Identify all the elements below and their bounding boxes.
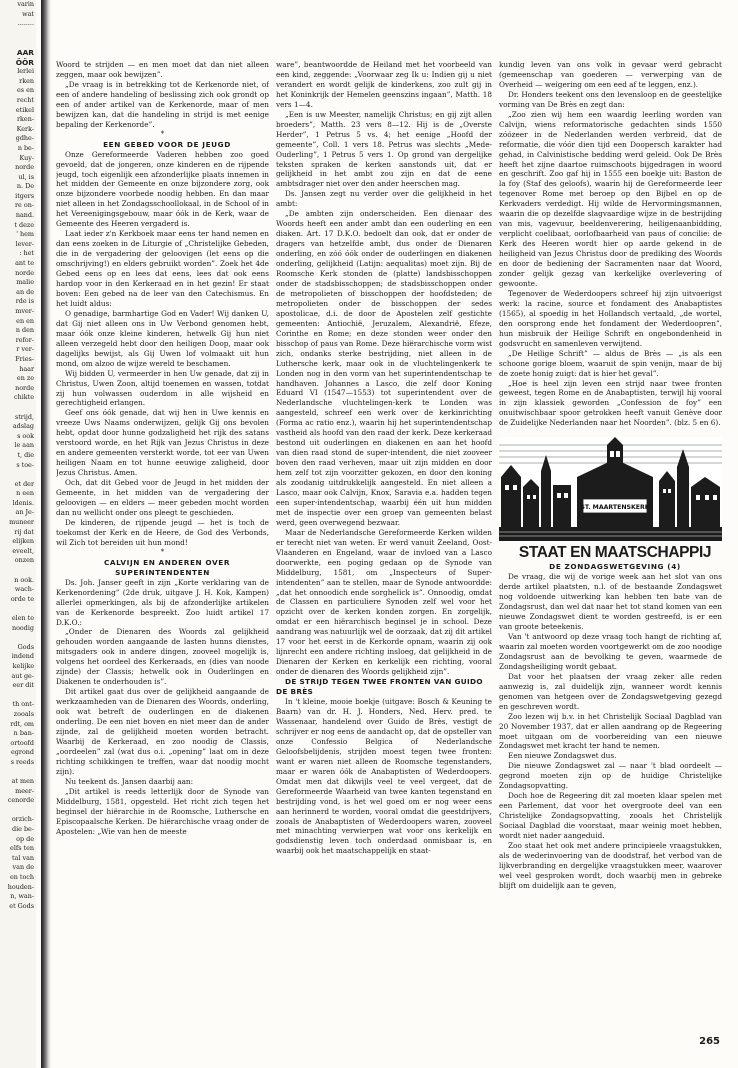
paragraph: Tegenover de Wederdoopers schreef hij zijn uitvoerigst werk: la racine, source et fondament des Anabaptistes (1565), al spoedig in het Hollandsch vertaald, „de wortel, den oorsprong ende het fondament der Wederdoopren”, hun misbruik der Heilige Schrift en ongebondenheid in godsvrucht en samenleven verwijtend. bbox=[499, 288, 722, 348]
margin-fragment: orde te bbox=[10, 594, 34, 603]
margin-fragment: etikel bbox=[15, 105, 34, 114]
margin-fragment: orzich- bbox=[11, 815, 34, 824]
margin-fragment: noodig bbox=[11, 623, 34, 632]
paragraph: Maar de Nederlandsche Gereformeerde Kerken wilden er terecht niet van weten. Er werd vanuit Zeeland, Oost-Vlaanderen en Engeland, waar de invloed van a Lasco doorwerkte, een poging gedaan op de Synode van Middelburg, 1581, om „Inspecteurs of Super-intendenten” aan te stellen, maar de Synode antwoordde: „dat het onnoodich ende sorghelick is”. Onnoodig, omdat de Classen en particuliere Synoden zelf wel voor het opzicht over de kerken konden zorgen. En zorgelijk, omdat er een hiërarchisch beginsel je in school. Deze aandrang was natuurlijk wel de oorzaak, dat zij dit artikel 17 voor het eerst in de Kerkorde opnam, waarin zij ook lijnrecht een andere richting insloeg, dat gelijkheid in de Dienaren der Kerken en kerkelijk een richting, vooral onder de dienaren des Woords gelijkheid zijn”. bbox=[276, 527, 492, 677]
margin-fragment: cenorde bbox=[7, 796, 34, 805]
margin-fragment: op de bbox=[16, 834, 34, 843]
paragraph: Zoo staat het ook met andere principieele vraagstukken, als de wederinvoering van de doodstraf, het verbod van de lijkverbranding en dergelijke vraagstukken meer, waarover wel veel gesproken wordt, doch waarbij men in gebreke blijft om duidelijk aan te geven, bbox=[499, 841, 722, 890]
margin-fragment: gdhe- bbox=[15, 134, 34, 143]
paragraph: De vraag, die wij de vorige week aan het slot van ons derde artikel plaatsten, n.l. of de bestaande Zondagswet nog voldoende uitwerking kan hebben ten bate van de Zondagsrust, dan wel dat naar het tot stand komen van een nieuwe Zondagswet dient te worden gestreefd, is er een van groote beteekenis. bbox=[499, 572, 722, 632]
paragraph: „Dit artikel is reeds letterlijk door de Synode van Middelburg, 1581, opgesteld. Het richt zich tegen het beginsel der hiërarchie in de Roomsche, Luthersche en Episcopaalsche Kerken. De hiërarchische vraag onder de Apostelen: „Wie van hen de meeste bbox=[56, 786, 269, 836]
paragraph: „De Heilige Schrift” — aldus de Brès — „is als een schoone gorige bloem, waaruit de spin venijn, maar de bij de zoete honig zuigt: dat is hier het geval”. bbox=[499, 348, 722, 378]
margin-fragment: strijd, bbox=[14, 412, 34, 421]
paragraph: ware”, beantwoordde de Heiland met het voorbeeld van een kind, zeggende: „Voorwaar zeg Ik u: Indien gij u niet verandert en wordt gelijk de kinderkens, zoo zult gij in het Koninkrijk der Hemelen geenszins ingaan”, Matth. 18 vers 1—4. bbox=[276, 60, 492, 109]
paragraph: Geef ons óók genade, dat wij hen in Uwe kennis en vreeze Uws Naams onderwijzen, gelijk Gij ons bevolen hebt, opdat door hunne godzaligheid het rijk des satans verstoord worde, en het Rijk van Jezus Christus in deze en andere gemeenten versterkt worde, tot eer van Uwen heiligen Naam en tot hunne eeuwige zaligheid, door Jezus Christus. Amen. bbox=[56, 408, 269, 478]
margin-fragment: : het bbox=[19, 249, 34, 258]
margin-fragment: mver- bbox=[15, 307, 34, 315]
margin-fragment: rde is bbox=[15, 297, 34, 306]
margin-fragment: ortoofd bbox=[10, 738, 34, 747]
paragraph: kundig leven van ons volk in gevaar werd gebracht (gemeenschap van goederen — verwerping van de Overheid — weigering om een eed af te leggen, enz.). bbox=[499, 60, 722, 89]
margin-fragment: ........ bbox=[17, 19, 34, 28]
margin-fragment: Kuy- bbox=[19, 153, 34, 162]
article-heading: EEN GEBED VOOR DE JEUGD bbox=[103, 139, 231, 149]
margin-fragment: r ver- bbox=[16, 345, 34, 354]
margin-fragment bbox=[0, 806, 36, 816]
illustration-plaque-text: ST. MAARTENSKERK bbox=[580, 504, 650, 512]
margin-fragment: n ban- bbox=[13, 729, 34, 738]
margin-fragment: indend bbox=[11, 652, 34, 661]
margin-fragment bbox=[0, 768, 36, 778]
margin-fragment: n, wan- bbox=[10, 892, 34, 901]
margin-fragment: muneer bbox=[9, 518, 34, 527]
paragraph: Och, dat dit Gebed voor de Jeugd in het midden der Gemeente, in het midden van de vergadering der geloovigen — en elders — meer gebeden mocht worden dan nu wellicht onder ons pleegt te geschieden. bbox=[56, 478, 269, 517]
margin-fragment: n ook. bbox=[14, 575, 34, 584]
margin-fragment: itgers bbox=[15, 191, 34, 200]
margin-fragment: egrond bbox=[11, 748, 34, 757]
margin-fragment bbox=[0, 604, 36, 614]
margin-fragment: ÖÖR bbox=[15, 57, 34, 67]
paragraph: De kinderen, de rijpende jeugd — het is toch de toekomst der Kerk en de Heere, de God des Verbonds, wil Zich tot bereiden uit hun mond! bbox=[56, 517, 269, 547]
paragraph: Wij bidden U, vermeerder in hen Uw genade, dat zij in Christus, Uwen Zoon, altijd toenemen en wassen, totdat zij hun volwassen ouderdom in alle wijsheid en gerechtigheid erlangen. bbox=[56, 368, 269, 408]
paragraph: Ds. Jansen zegt nu verder over die gelijkheid in het ambt: bbox=[276, 189, 492, 209]
margin-fragment: aut ge- bbox=[11, 671, 34, 680]
margin-fragment: meer- bbox=[15, 786, 34, 795]
margin-fragment: rdt, om bbox=[10, 719, 34, 728]
article-heading: CALVIJN EN ANDEREN OVER SUPERINTENDENTEN bbox=[103, 557, 231, 577]
margin-fragment: Kerk- bbox=[16, 124, 34, 133]
margin-fragment: le aan bbox=[14, 441, 34, 450]
margin-fragment: en ze bbox=[16, 374, 34, 383]
page-number: 265 bbox=[699, 1036, 720, 1047]
margin-fragment: ul, is bbox=[18, 172, 34, 181]
margin-fragment bbox=[0, 470, 36, 480]
church-town-illustration bbox=[499, 437, 722, 541]
margin-fragment: refor- bbox=[15, 335, 34, 344]
margin-fragment: ' hem bbox=[16, 230, 34, 239]
margin-fragment: re on- bbox=[15, 201, 34, 210]
margin-fragment: tal van bbox=[12, 853, 34, 862]
paragraph: Laat ieder z'n Kerkboek maar eens ter hand nemen en dan eens zoeken in de Liturgie of „Christelijke Gebeden, die in de vergadering der geloovigen (let eens op die omschrijving!) en elders gebruikt worden”. Zoek het 4de Gebed eens op en lees dat eens, lees dat ook eens hardop voor in den Kerkeraad en in het gezin! Er staat boven: Een gebed na de leer van den Catechismus. En het luidt aldus: bbox=[56, 229, 269, 308]
margin-fragment: wat bbox=[22, 9, 34, 18]
margin-fragment: rij dat bbox=[14, 527, 34, 536]
margin-fragment: s ook bbox=[17, 431, 34, 440]
margin-fragment: AAR bbox=[16, 47, 34, 57]
margin-fragment: die be- bbox=[12, 825, 34, 834]
paragraph: Ds. Joh. Janser geeft in zijn „Korte verklaring van de Kerkenordening” (2de druk, uitgave J. H. Kok, Kampen) allerlei opmerkingen, als bij de afzonderlijke artikelen van de Kerkenorde bespreekt. Zoo luidt artikel 17 D.K.O.: bbox=[56, 577, 269, 627]
column-3 bbox=[499, 60, 722, 1060]
margin-fragment: n. De bbox=[16, 182, 34, 191]
paragraph: „De vraag is in betrekking tot de Kerkenorde niet, of een of andere handeling of beslissing zich ook grondt op een of ander artikel van de Kerkenorde, maar of men bewijzen kan, dat die handeling in strijd is met eenige bepaling der Kerkenorde”. bbox=[56, 79, 269, 129]
margin-fragment: en en bbox=[16, 316, 34, 325]
margin-fragment: kelijke bbox=[12, 661, 34, 670]
margin-fragment: adslag bbox=[12, 422, 34, 431]
margin-fragment: n een bbox=[16, 489, 34, 498]
margin-fragment: elfs ten bbox=[10, 844, 34, 853]
paragraph: Dr. Honders teekent ons den levensloop en de geestelijke vorming van De Brès en zegt dan: bbox=[499, 89, 722, 109]
paragraph: Zoo lezen wij b.v. in het Christelijk Sociaal Dagblad van 20 November 1937, dat er allen aandrang op de Regeering moet uitgaan om de voorbereiding van een nieuwe Zondagswet met kracht ter hand te nemen. bbox=[499, 711, 722, 751]
margin-fragment: van de bbox=[12, 863, 34, 872]
margin-fragment: Gods bbox=[17, 642, 34, 651]
paragraph: „Een is uw Meester, namelijk Christus; en gij zijt allen broeders”, Matth. 23 vers 8—12. Hij is de „Overste Herder”, 1 Petrus 5 vs. 4; het eenige „Hoofd der gemeente”, Coll. 1 vers 18. Petrus was slechts „Mede-Ouderling”, 1 Petrus 5 vers 1. Op grond van dergelijke teksten spraken de kerken aanstonds uit, dat er gelijkheid in het ambt zou zijn en dat de eene ambtsdrager niet over den ander heerschen mag. bbox=[276, 109, 492, 189]
margin-fragment: wach- bbox=[14, 585, 34, 594]
margin-fragment: zooals bbox=[13, 709, 34, 718]
paragraph: „Zoo zien wij hem een waardig leerling worden van Calvijn, wiens reformatorische gedachten sinds 1550 zóózeer in de Nederlanden werden verbreid, dat de reformatie, die vóór dien tijd een Doopersch karakter had gehad, in Calvinistische bedding werd geleid. Ook De Brès heeft het zijne daartoe ruimschoots bijgedragen in woord en geschrift. Zoo gaf hij in 1555 een boekje uit: Baston de la foy (Staf des geloofs), waarin hij de Gereformeerde leer tegenover Rome met beroep op den Bijbel en op de Kerkvaders verdedigt. Hij wilde de Hervormingsmannen, waarin die op dezelfde slagvaardige wijze in de bestrijding van mis, vagevuur, beeldenverering, heiligenaanbidding, verplicht coelibaat, oorlofbaarheid van paus of concilie: de Kerk des Heeren wordt hier op aarde gekend in de heiligheid van Jezus Christus door de prediking des Woords en door de bediening der Sacramenten naar dat Woord, zonder gelijk gezag van kerkelijke overlevering of gewoonte. bbox=[499, 109, 722, 288]
paragraph: „Hoe is heel zijn leven een strijd naar twee fronten geweest, tegen Rome en de Anabaptisten, terwijl hij vooral in zijn klassiek geworden „Confession de foy” een onuitwischbaar spoor getrokken heeft vanuit Genève door de Zuidelijke Nederlanden naar het Noorden”. (blz. 5 en 6). bbox=[499, 378, 722, 428]
margin-fragment bbox=[0, 38, 36, 48]
section-banner-illustration bbox=[499, 437, 722, 541]
column-1 bbox=[56, 60, 269, 1045]
margin-fragment: at men bbox=[11, 777, 34, 786]
paragraph: Van 't antwoord op deze vraag toch hangt de richting af, waarin zal moeten worden voortgewerkt om de zoo noodige Zondagsrust aan de bevolking te geven, waarmede de Zondagsheiliging wordt gebaat. bbox=[499, 631, 722, 671]
margin-fragment: lerlei bbox=[17, 67, 34, 76]
margin-fragment: t, die bbox=[17, 450, 34, 459]
binding-fold bbox=[41, 0, 51, 1068]
paragraph: O genadige, barmhartige God en Vader! Wij danken U, dat Gij niet alleen ons in Uw Verbond genomen hebt, maar óók onze kleine kinderen, hetwelk Gij hun niet alleen verzegeld hebt door den heiligen Doop, maar ook dagelijks bewijst, als Gij Uwen lof volmaakt uit hun mond, om alzoo de wijze wereld te beschamen. bbox=[56, 308, 269, 368]
margin-fragment: norde bbox=[15, 163, 34, 172]
paragraph: Dat voor het plaatsen der vraag zeker alle reden aanwezig is, zal duidelijk zijn, wanneer wordt kennis genomen van hetgeen over de Zondagswetgeving gezegd en geschreven wordt. bbox=[499, 671, 722, 711]
margin-fragment: et Gods bbox=[9, 901, 34, 910]
margin-fragment: houden- bbox=[7, 882, 34, 891]
margin-fragment: elijken bbox=[12, 537, 34, 546]
margin-fragment: norde bbox=[15, 383, 34, 392]
paragraph: „Onder de Dienaren des Woords zal gelijkheid gehouden worden aangaande de lasten hunns dienstes, mitsgaders ook in andere dingen, zooveel mogelijk is, volgens het oordeel des Kerkeraads, en (dies van noode zijnde) der Classis; hetwelk ook in Ouderlingen en Diakenen te onderhouden is”. bbox=[56, 627, 269, 687]
margin-fragment bbox=[0, 29, 36, 39]
column-2 bbox=[276, 60, 492, 1045]
margin-fragment: an de bbox=[16, 287, 34, 296]
margin-fragment bbox=[0, 566, 36, 576]
paragraph: Die nieuwe Zondagswet zal — naar 't blad oordeelt — gegrond moeten zijn op de huidige Christelijke Zondagsopvatting. bbox=[499, 761, 722, 791]
paragraph: „De ambten zijn onderscheiden. Een dienaar des Woords heeft een ander ambt dan een ouderling en een diaken. Art. 17 D.K.O. bedoelt dan ook, dat er onder de dragers van hetzelfde ambt, dus onder de Dienaren onderling, en zóó óók onder de ouderlingen en diakenen onderling, gelijkheid (Latijn: aequalitas) moet zijn. Bij de Roomsche Kerk stonden de (platte) landsbisschoppen onder de stadsbisschoppen; de stadsbisschoppen onder de metropolieten of bisschoppen der hoofdsteden; de metropolieten onder de bisschoppen der sedes apostolicae, d.i. de door de Apostelen zelf gestichte gemeenten: Antiochië, Jeruzalem, Alexandrië, Efeze, Corinthe en Rome; en deze stonden weer onder den bisschop of paus van Rome. Deze hiërarchische vorm wist zich, ondanks sterke bestrijding, niet alleen in de Luthersche kerk, maar ook in de vluchtelingenkerk te Londen nog in den vorm van het superintendentschap te handhaven. Johannes a Lasco, die zelf door Koning Eduard VI (1547—1553) tot superintendent over de Nederlandsche vluchtelingen-kerk te Londen was aangesteld, schreef een werk over de kerkinrichting (Forma ac ratio enz.), waarin hij het superintendentschap vastheid als hoofd van den raad der kerk. Deze kerkeraad bestond uit ouderlingen en diakenen en aan het hoofd van dien raad stond de super-intendent, die niet zooveer boven den raad verheven, maar uit zijn midden en door hem zelf tot zijn voorzitter gekozen, en door den koning als zoodanig uitdrukkelijk aangesteld. En niet alleen a Lasco, maar ook Calvijn, Knox, Saravia e.a. hadden tegen een super-intendentschap, waarbij één uit hun midden met de inspectie over een groep van gemeenten belast werd, geen overwegend bezwaar. bbox=[276, 209, 492, 527]
margin-fragment: recht bbox=[16, 95, 34, 104]
paragraph: Woord te strijden — en men moet dat dan niet alleen zeggen, maar ook bewijzen”. bbox=[56, 60, 269, 79]
margin-fragment: et der bbox=[14, 479, 34, 488]
margin-fragment: nand. bbox=[15, 211, 34, 220]
margin-fragment: n den bbox=[15, 326, 34, 335]
margin-fragment: norde bbox=[15, 268, 34, 277]
margin-fragment: varin bbox=[17, 0, 34, 8]
margin-fragment: rken- bbox=[17, 115, 34, 124]
margin-fragment: es en bbox=[17, 86, 34, 95]
margin-fragment: malie bbox=[16, 278, 34, 287]
paragraph: In 't kleine, mooie boekje (uitgave: Bosch & Keuning te Baarn) van dr. H. J. Honders, Ned. Herv. pred. te Wassenaar, handelend over Guido de Brès, vestigt de schrijver er nog eens de aandacht op, dat de opsteller van onze Confessio Belgica of Nederlandsche Geloofsbelijdenis, strijden moest tegen twee fronten: want er waren niet alleen de Roomsche tegenstanders, maar er waren óók de Anabaptisten of Wederdoopers. Omdat men dat dikwijls veel te veel vergeet, dat de Gereformeerde Waarheid van twee kanten tegenstand en bestrijding vond, is het wel goed om er nog weer eens aan herinnerd te worden, vooral omdat die geestdrijvers, zooals de Anabaptisten of Wederdoopers waren, zooveel met minachting verwierpen wat voor ons kerkelijk en godsdienstig leven toch onderdaad onmisbaar is, en waarbij ook het maatschappelijk en staat- bbox=[276, 697, 492, 856]
section-title: STAAT EN MAATSCHAPPIJ bbox=[518, 544, 712, 562]
paragraph: Onze Gereformeerde Vaderen hebben zoo goed gevoeld, dat de jongeren, onze kinderen en de rijpende jeugd, toch eigenlijk een afzonderlijke plaats innemen in het midden der Gemeente en onze bijzondere zorg, ook onze bijzondere voorbede noodig hebben. En dan maar niet alleen in het Zondagsschoollokaal, in de School of in het Vereenigingsgebouw, maar óók in de Kerk, waar de Gemeente des Heeren vergaderd is. bbox=[56, 149, 269, 229]
margin-fragment: onzen bbox=[14, 556, 34, 565]
paragraph: Nu teekent ds. Jansen daarbij aan: bbox=[65, 776, 194, 786]
margin-fragment bbox=[0, 633, 36, 643]
margin-fragment: t deze bbox=[14, 220, 34, 229]
margin-fragment: ldenis. bbox=[12, 498, 34, 507]
margin-fragment: s reeds bbox=[10, 757, 34, 766]
margin-fragment: en toch bbox=[9, 873, 34, 882]
article-heading: DE STRIJD TEGEN TWEE FRONTEN VAN GUIDO DE BRÈS bbox=[276, 677, 483, 697]
margin-fragment: Fries- bbox=[15, 354, 34, 363]
margin-fragment: lever- bbox=[15, 239, 34, 248]
margin-fragment bbox=[0, 691, 36, 701]
separator-star: * bbox=[160, 129, 165, 138]
paragraph: Een nieuwe Zondagswet dus. bbox=[508, 751, 617, 761]
margin-fragment: rken bbox=[19, 76, 34, 85]
margin-fragment: elen te bbox=[11, 614, 34, 622]
paragraph: Doch hoe de Regeering dit zal moeten klaar spelen met een Parlement, dat voor het overgroote deel van een Christelijke Zondagsopvatting, zooals het Christelijk Sociaal Dagblad die voorstaat, maar weinig moet hebben, wordt niet nader aangeduid. bbox=[499, 791, 722, 841]
margin-fragment: an Je- bbox=[15, 508, 34, 517]
separator-star: * bbox=[160, 547, 165, 556]
margin-fragment: eveelt, bbox=[12, 546, 34, 555]
article-heading: DE ZONDAGSWETGEVING (4) bbox=[549, 562, 681, 572]
margin-fragment: haar bbox=[19, 364, 34, 373]
margin-fragment bbox=[0, 403, 36, 413]
adjacent-page-edge bbox=[0, 0, 36, 1068]
paragraph: Dit artikel gaat dus over de gelijkheid aangaande de werkzaamheden van de Dienaren des Woords, onderling, ook wat betreft de ouderlingen en de diakenen onderling. De een niet boven en niet meer dan de ander zijnde, zal de gelijkheid moeten worden betracht. Waarbij de Kerkeraad, en zoo noodig de Classis, „oordeelen” zal (wat dus o.i. „opening” laat om in deze richting schikkingen te treffen, waar dat noodig mocht zijn). bbox=[56, 687, 269, 776]
margin-fragment: eer dit bbox=[12, 681, 34, 690]
margin-fragment: th ont- bbox=[12, 700, 34, 709]
margin-fragment: n be- bbox=[17, 143, 34, 152]
margin-fragment: s toe- bbox=[16, 460, 34, 469]
margin-fragment: ant te bbox=[15, 259, 34, 268]
margin-fragment: chikte bbox=[14, 393, 34, 402]
